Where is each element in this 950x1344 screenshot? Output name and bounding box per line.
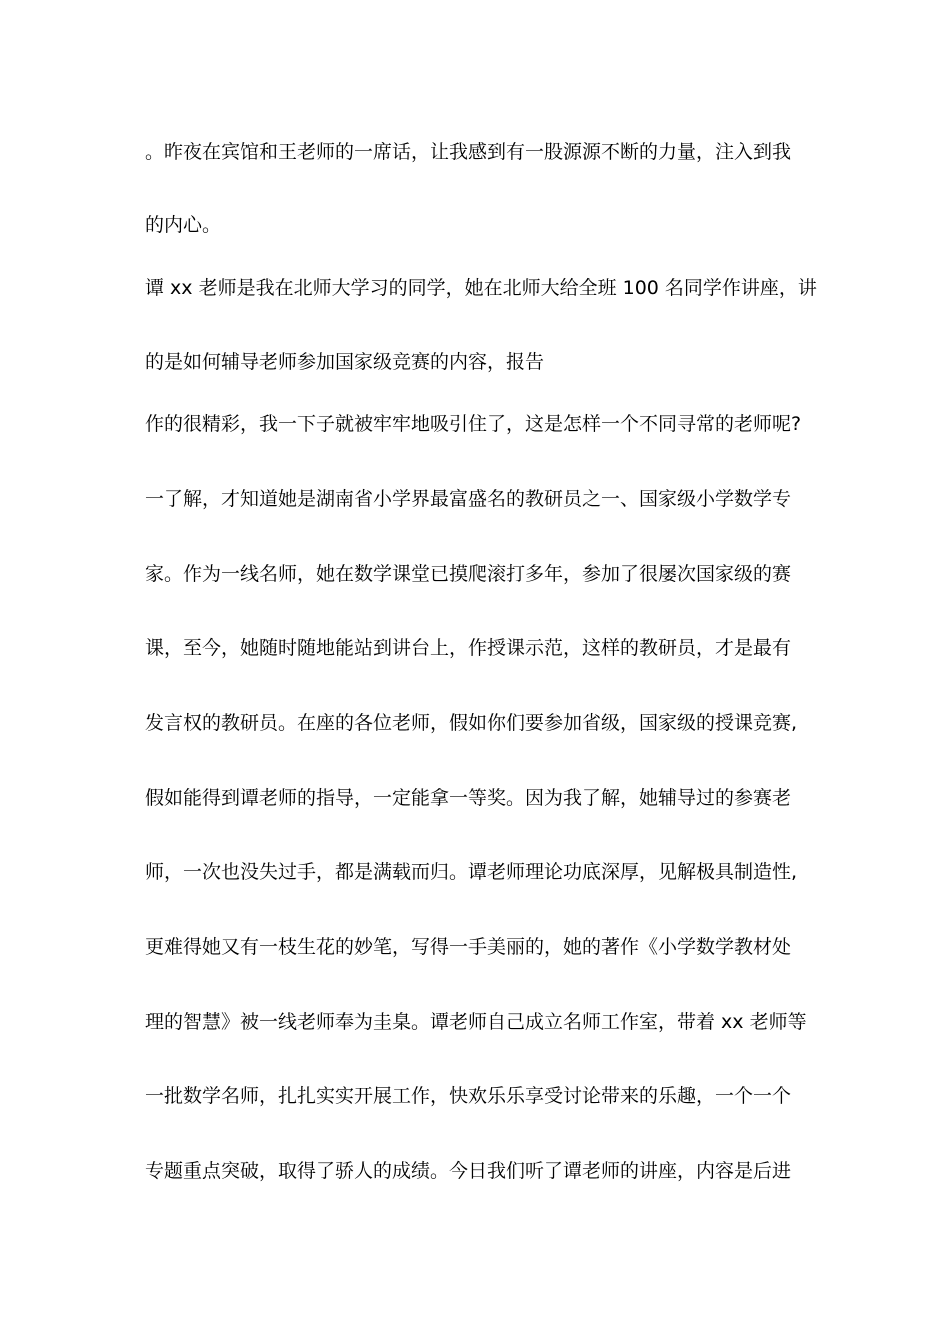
text-line: 假如能得到谭老师的指导，一定能拿一等奖。因为我了解，她辅导过的参赛老 (145, 787, 792, 809)
text-line: 。昨夜在宾馆和王老师的一席话，让我感到有一股源源不断的力量，注入到我 (145, 141, 792, 163)
text-line: 谭 xx 老师是我在北师大学习的同学，她在北师大给全班 100 名同学作讲座，讲 (145, 277, 817, 299)
text-line: 专题重点突破，取得了骄人的成绩。今日我们听了谭老师的讲座，内容是后进 (145, 1160, 792, 1182)
text-line: 理的智慧》被一线老师奉为圭臬。谭老师自己成立名师工作室，带着 xx 老师等 (145, 1011, 807, 1033)
text-line: 发言权的教研员。在座的各位老师，假如你们要参加省级，国家级的授课竞赛, (145, 712, 798, 734)
text-line: 师，一次也没失过手，都是满载而归。谭老师理论功底深厚，见解极具制造性, (145, 861, 798, 883)
text-line: 更难得她又有一枝生花的妙笔，写得一手美丽的，她的著作《小学数学教材处 (145, 936, 792, 958)
text-line: 的是如何辅导老师参加国家级竞赛的内容，报告 (145, 351, 545, 373)
text-line: 家。作为一线名师，她在数学课堂已摸爬滚打多年，参加了很屡次国家级的赛 (145, 563, 792, 585)
text-line: 一了解，才知道她是湖南省小学界最富盛名的教研员之一、国家级小学数学专 (145, 488, 792, 510)
text-line: 课，至今，她随时随地能站到讲台上，作授课示范，这样的教研员，才是最有 (145, 637, 792, 659)
text-line: 的内心。 (145, 214, 222, 236)
text-line: 一批数学名师，扎扎实实开展工作，快欢乐乐享受讨论带来的乐趣，一个一个 (145, 1085, 792, 1107)
text-line: 作的很精彩，我一下子就被牢牢地吸引住了，这是怎样一个不同寻常的老师呢? (145, 413, 802, 435)
